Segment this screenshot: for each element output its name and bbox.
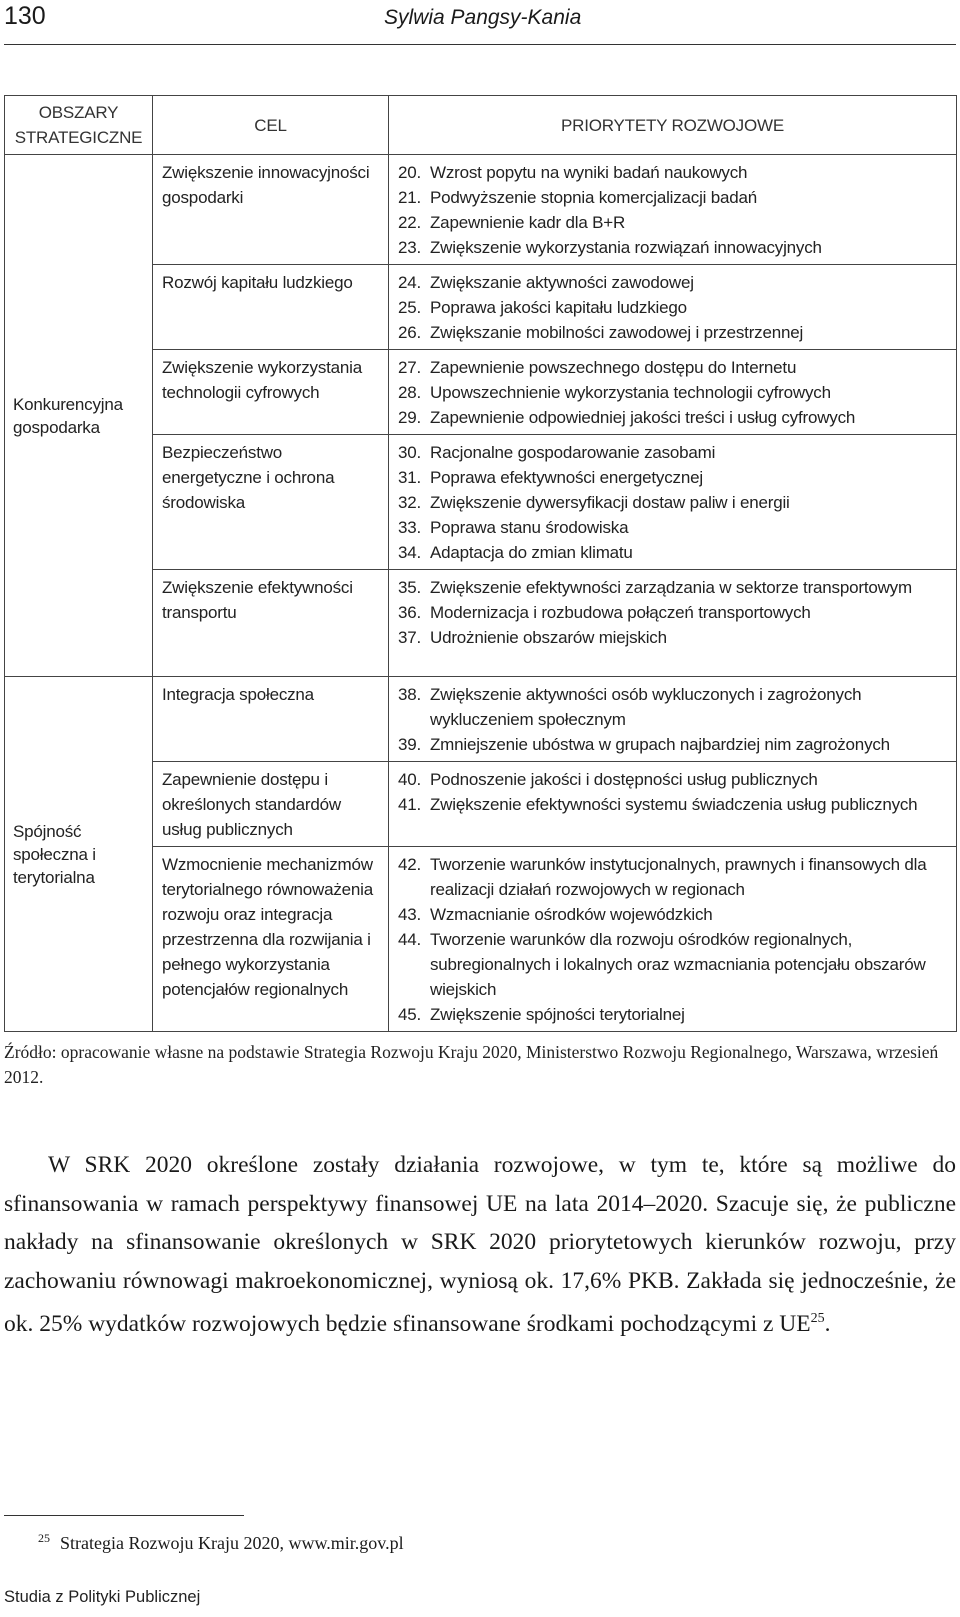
priority-item: [398, 682, 950, 732]
priority-number: 25.: [398, 298, 422, 317]
strategy-table: [4, 95, 957, 1032]
priority-item: [398, 600, 950, 625]
priority-item: [398, 160, 950, 185]
priorities-cell: [389, 762, 957, 847]
priority-item: [398, 440, 950, 465]
goal-cell: Zwiększenie innowacyjności gospodarki: [153, 155, 389, 265]
priorities-cell: [389, 847, 957, 1032]
body-text-end: .: [824, 1310, 831, 1337]
priority-number: 30.: [398, 443, 422, 462]
priorities-cell: [389, 570, 957, 677]
priority-text: Wzrost popytu na wyniki badań naukowych: [430, 163, 748, 182]
goal-cell: Zwiększenie wykorzystania technologii cyfrowych: [153, 350, 389, 435]
priority-number: 24.: [398, 273, 422, 292]
priority-number: 29.: [398, 408, 422, 427]
priority-text: Zwiększanie mobilności zawodowej i przestrzennej: [430, 323, 804, 342]
priority-item: [398, 1002, 950, 1027]
priority-text: Tworzenie warunków dla rozwoju ośrodków regionalnych, subregionalnych i lokalnych oraz wzmacniania potencjału obszarów wiejskich: [430, 930, 926, 999]
priority-text: Racjonalne gospodarowanie zasobami: [430, 443, 716, 462]
priority-item: [398, 732, 950, 757]
goal-cell: Integracja społeczna: [153, 677, 389, 762]
priority-number: 22.: [398, 213, 422, 232]
goal-cell: Bezpieczeństwo energetyczne i ochrona środowiska: [153, 435, 389, 570]
priority-item: [398, 210, 950, 235]
page-footer: Studia z Polityki Publicznej: [4, 1588, 201, 1606]
footnote: [38, 1525, 404, 1556]
priority-number: 40.: [398, 770, 422, 789]
priority-text: Poprawa efektywności energetycznej: [430, 468, 703, 487]
body-paragraph: [4, 1146, 956, 1343]
priority-number: 20.: [398, 163, 422, 182]
priority-item: [398, 355, 950, 380]
priority-text: Zapewnienie odpowiedniej jakości treści i usług cyfrowych: [430, 408, 856, 427]
priority-number: 39.: [398, 735, 422, 754]
priority-item: [398, 792, 950, 817]
table-source-note: Źródło: opracowanie własne na podstawie Strategia Rozwoju Kraju 2020, Ministerstwo Rozwoju Regionalnego, Warszawa, wrzesień 2012.: [4, 1042, 939, 1087]
priority-text: Upowszechnienie wykorzystania technologii cyfrowych: [430, 383, 831, 402]
priority-text: Adaptacja do zmian klimatu: [430, 543, 633, 562]
priority-item: [398, 295, 950, 320]
table-row: [5, 677, 957, 762]
priority-item: [398, 852, 950, 902]
page-number: 130: [4, 2, 46, 30]
footnote-number: 25: [38, 1531, 50, 1545]
priority-text: Zwiększenie aktywności osób wykluczonych i zagrożonych wykluczeniem społecznym: [430, 685, 862, 729]
priority-text: Tworzenie warunków instytucjonalnych, prawnych i finansowych dla realizacji działań rozwojowych w regionach: [430, 855, 927, 899]
footnote-rule: [4, 1515, 244, 1516]
header-rule: [4, 44, 956, 45]
priority-text: Zwiększanie aktywności zawodowej: [430, 273, 694, 292]
priority-text: Wzmacnianie ośrodków wojewódzkich: [430, 905, 713, 924]
priority-text: Zwiększenie spójności terytorialnej: [430, 1005, 685, 1024]
priority-item: [398, 235, 950, 260]
priority-number: 45.: [398, 1005, 422, 1024]
priority-text: Zwiększenie dywersyfikacji dostaw paliw i energii: [430, 493, 790, 512]
footnote-reference[interactable]: 25: [810, 1311, 825, 1326]
priority-number: 41.: [398, 795, 422, 814]
priority-item: [398, 540, 950, 565]
priority-number: 26.: [398, 323, 422, 342]
header-goal: CEL: [153, 96, 389, 155]
goal-cell: Zapewnienie dostępu i określonych standardów usług publicznych: [153, 762, 389, 847]
priority-text: Zwiększenie efektywności systemu świadczenia usług publicznych: [430, 795, 918, 814]
priority-text: Podnoszenie jakości i dostępności usług publicznych: [430, 770, 818, 789]
priority-number: 31.: [398, 468, 422, 487]
priority-text: Zmniejszenie ubóstwa w grupach najbardziej nim zagrożonych: [430, 735, 890, 754]
priority-item: [398, 405, 950, 430]
priorities-cell: [389, 265, 957, 350]
priority-number: 33.: [398, 518, 422, 537]
priority-item: [398, 515, 950, 540]
priority-item: [398, 902, 950, 927]
priority-item: [398, 767, 950, 792]
priority-item: [398, 625, 950, 650]
goal-cell: Zwiększenie efektywności transportu: [153, 570, 389, 677]
running-header-author: Sylwia Pangsy-Kania: [384, 6, 582, 29]
priority-text: Podwyższenie stopnia komercjalizacji badań: [430, 188, 758, 207]
priorities-cell: [389, 155, 957, 265]
header-areas: OBSZARY STRATEGICZNE: [5, 96, 153, 155]
priority-number: 27.: [398, 358, 422, 377]
header-priorities: PRIORYTETY ROZWOJOWE: [389, 96, 957, 155]
priority-number: 35.: [398, 578, 422, 597]
priority-text: Zwiększenie efektywności zarządzania w sektorze transportowym: [430, 578, 912, 597]
priority-text: Zwiększenie wykorzystania rozwiązań innowacyjnych: [430, 238, 822, 257]
priority-number: 38.: [398, 685, 422, 704]
priorities-cell: [389, 677, 957, 762]
priority-number: 44.: [398, 930, 422, 949]
priority-number: 36.: [398, 603, 422, 622]
goal-cell: Wzmocnienie mechanizmów terytorialnego równoważenia rozwoju oraz integracja przestrzenna dla rozwijania i pełnego wykorzystania potencjałów regionalnych: [153, 847, 389, 1032]
table-row: [5, 155, 957, 265]
priority-item: [398, 490, 950, 515]
footnote-text: Strategia Rozwoju Kraju 2020, www.mir.gov.pl: [60, 1533, 404, 1553]
priority-text: Zapewnienie powszechnego dostępu do Internetu: [430, 358, 797, 377]
priority-item: [398, 185, 950, 210]
priority-number: 34.: [398, 543, 422, 562]
priority-item: [398, 927, 950, 1002]
priority-item: [398, 465, 950, 490]
priority-number: 43.: [398, 905, 422, 924]
priority-item: [398, 320, 950, 345]
priority-number: 23.: [398, 238, 422, 257]
priority-text: Poprawa stanu środowiska: [430, 518, 629, 537]
area-cell: Spójność społeczna i terytorialna: [5, 677, 153, 1032]
priorities-cell: [389, 350, 957, 435]
body-text: W SRK 2020 określone zostały działania rozwojowe, w tym te, które są możliwe do sfinansowania w ramach perspektywy finansowej UE na lata 2014–2020. Szacuje się, że publiczne nakłady na sfinansowanie określonych w SRK 2020 priorytetowych kierunków rozwoju, przy zachowaniu równowagi makroekonomicznej, wyniosą ok. 17,6% PKB. Zakłada się jednocześnie, że ok. 25% wydatków rozwojowych będzie sfinansowane środkami pochodzącymi z UE: [4, 1152, 956, 1337]
priority-text: Zapewnienie kadr dla B+R: [430, 213, 626, 232]
priority-number: 42.: [398, 855, 422, 874]
priority-item: [398, 270, 950, 295]
priority-text: Udrożnienie obszarów miejskich: [430, 628, 667, 647]
priority-number: 37.: [398, 628, 422, 647]
priority-number: 28.: [398, 383, 422, 402]
priority-number: 21.: [398, 188, 422, 207]
priority-item: [398, 575, 950, 600]
priorities-cell: [389, 435, 957, 570]
goal-cell: Rozwój kapitału ludzkiego: [153, 265, 389, 350]
priority-item: [398, 380, 950, 405]
priority-number: 32.: [398, 493, 422, 512]
priority-text: Poprawa jakości kapitału ludzkiego: [430, 298, 687, 317]
area-cell: Konkurencyjna gospodarka: [5, 155, 153, 677]
priority-text: Modernizacja i rozbudowa połączeń transportowych: [430, 603, 811, 622]
